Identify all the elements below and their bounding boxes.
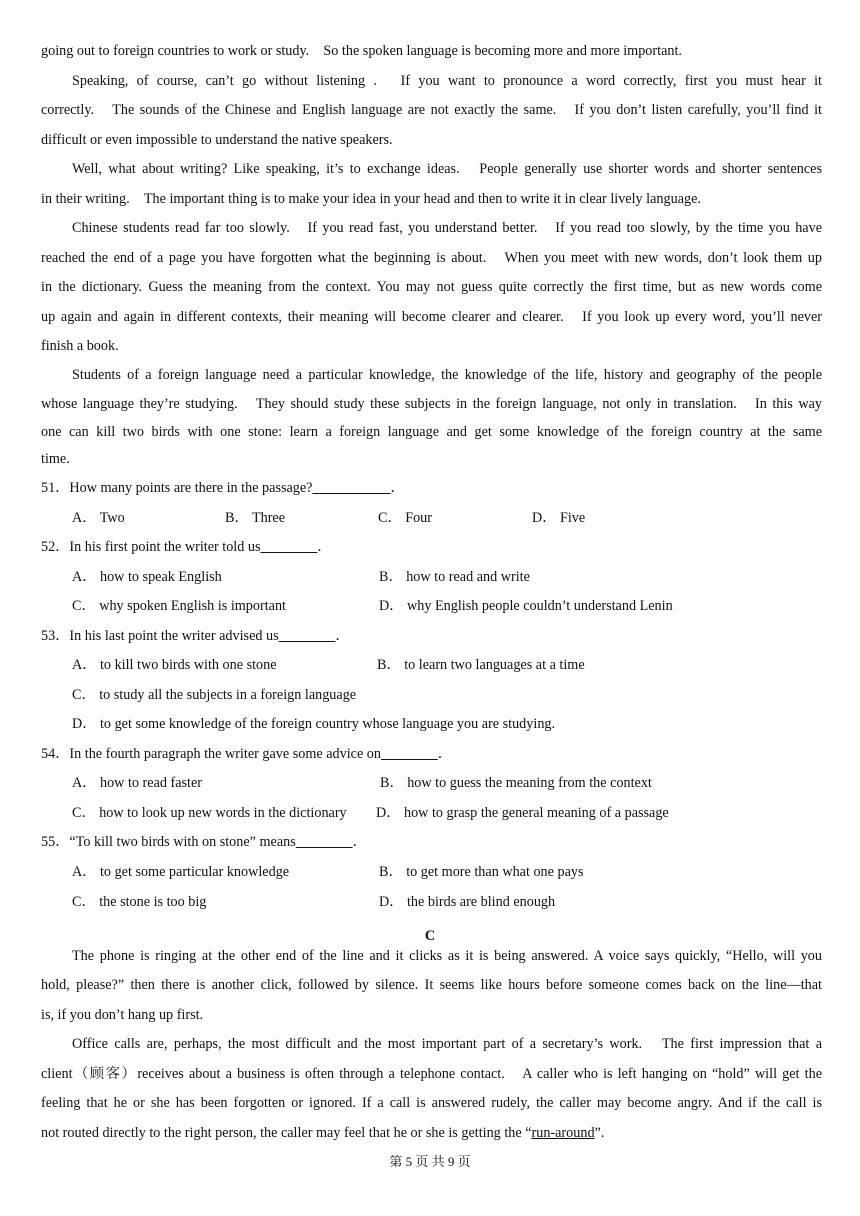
option-c[interactable]: C． how to look up new words in the dictionary — [72, 805, 347, 821]
page-number-footer: 第 5 页 共 9 页 — [389, 1154, 471, 1169]
answer-blank[interactable] — [261, 539, 318, 555]
option-d[interactable]: D． to get some knowledge of the foreign country whose language you are studying. — [72, 716, 556, 732]
passage-line: Well, what about writing? Like speaking, it’s to exchange ideas. People generally use shorter words and shorter sentences — [72, 161, 822, 177]
passage-line: whose language they’re studying. They should study these subjects in the foreign language, not only in translation. In this way — [41, 396, 822, 412]
passage-line: finish a book. — [41, 338, 119, 354]
question-number: 51． — [41, 480, 70, 496]
question-51 — [41, 477, 822, 499]
section-heading: C — [424, 928, 436, 944]
question-number: 54． — [41, 746, 70, 762]
passage-line: reached the end of a page you have forgotten what the beginning is about. When you meet with new words, don’t look them up — [41, 250, 822, 266]
question-52 — [41, 536, 822, 558]
question-stem: “To kill two birds with on stone” means — [69, 834, 296, 850]
question-number: 53． — [41, 628, 70, 644]
question-number: 55． — [41, 834, 70, 850]
option-b[interactable]: B． Three — [225, 510, 286, 526]
question-end: ． — [390, 480, 405, 496]
option-b[interactable]: B． how to guess the meaning from the context — [380, 775, 652, 791]
passage-line: feeling that he or she has been forgotten or ignored. If a call is answered rudely, the caller may become angry. And if the call is — [41, 1095, 822, 1111]
passage-line: Office calls are, perhaps, the most difficult and the most important part of a secretary’s work. The first impression that a — [72, 1036, 822, 1052]
answer-blank[interactable] — [296, 834, 353, 850]
question-55 — [41, 831, 822, 853]
passage-line — [41, 1122, 822, 1144]
question-stem: How many points are there in the passage? — [69, 480, 313, 496]
option-b[interactable]: B． to get more than what one pays — [379, 864, 584, 880]
option-a[interactable]: A． how to read faster — [72, 775, 203, 791]
option-d[interactable]: D． the birds are blind enough — [379, 894, 556, 910]
question-stem: In the fourth paragraph the writer gave some advice on — [69, 746, 381, 762]
passage-line: up again and again in different contexts, their meaning will become clearer and clearer. If you look up every word, you’ll never — [41, 309, 822, 325]
underlined-term: run-around — [531, 1125, 595, 1141]
option-a[interactable]: A． Two — [72, 510, 125, 526]
option-c[interactable]: C． Four — [378, 510, 432, 526]
passage-line: difficult or even impossible to understand the native speakers. — [41, 132, 393, 148]
passage-line: is, if you don’t hang up first. — [41, 1007, 204, 1023]
option-c[interactable]: C． the stone is too big — [72, 894, 207, 910]
passage-line: going out to foreign countries to work or study. So the spoken language is becoming more and more important. — [41, 43, 682, 59]
question-53 — [41, 625, 822, 647]
answer-blank[interactable] — [279, 628, 336, 644]
passage-line: time. — [41, 451, 70, 467]
option-c[interactable]: C． why spoken English is important — [72, 598, 286, 614]
option-a[interactable]: A． to get some particular knowledge — [72, 864, 290, 880]
answer-blank[interactable] — [381, 746, 438, 762]
question-stem: In his last point the writer advised us — [69, 628, 279, 644]
passage-line: Chinese students read far too slowly. If you read fast, you understand better. If you read too slowly, by the time you have — [72, 220, 822, 236]
answer-blank[interactable] — [312, 480, 390, 496]
option-d[interactable]: D． how to grasp the general meaning of a passage — [376, 805, 669, 821]
option-a[interactable]: A． how to speak English — [72, 569, 222, 585]
passage-line: hold, please?” then there is another click, followed by silence. It seems like hours before someone comes back on the line—that — [41, 977, 822, 993]
question-stem: In his first point the writer told us — [69, 539, 261, 555]
question-end: ． — [317, 539, 332, 555]
option-d[interactable]: D． why English people couldn’t understand Lenin — [379, 598, 673, 614]
passage-line: Speaking, of course, can’t go without listening . If you want to pronounce a word correctly, first you must hear it — [72, 73, 822, 89]
passage-line: The phone is ringing at the other end of the line and it clicks as it is being answered. A voice says quickly, “Hello, will you — [72, 948, 822, 964]
question-end: ． — [437, 746, 452, 762]
option-b[interactable]: B． to learn two languages at a time — [377, 657, 585, 673]
passage-line: in the dictionary. Guess the meaning from the context. You may not guess quite correctly the first time, but as new words come — [41, 279, 822, 295]
option-c[interactable]: C． to study all the subjects in a foreign language — [72, 687, 357, 703]
passage-line: in their writing. The important thing is to make your idea in your head and then to write it in clear lively language. — [41, 191, 701, 207]
passage-line: Students of a foreign language need a particular knowledge, the knowledge of the life, history and geography of the people — [72, 367, 822, 383]
option-b[interactable]: B． how to read and write — [379, 569, 530, 585]
passage-text: not routed directly to the right person, the caller may feel that he or she is getting the “ — [41, 1125, 532, 1141]
question-number: 52． — [41, 539, 70, 555]
question-end: ． — [335, 628, 350, 644]
question-54 — [41, 743, 822, 765]
option-d[interactable]: D． Five — [532, 510, 586, 526]
option-a[interactable]: A． to kill two birds with one stone — [72, 657, 277, 673]
question-end: ． — [352, 834, 367, 850]
passage-line: client（顾客）receives about a business is often through a telephone contact. A caller who is left hanging on “hold” will get the — [41, 1066, 822, 1082]
passage-line: correctly. The sounds of the Chinese and English language are not exactly the same. If you don’t listen carefully, you’ll find it — [41, 102, 822, 118]
passage-text: ”. — [594, 1125, 605, 1141]
passage-line: one can kill two birds with one stone: learn a foreign language and get some knowledge of the foreign country at the same — [41, 424, 822, 440]
